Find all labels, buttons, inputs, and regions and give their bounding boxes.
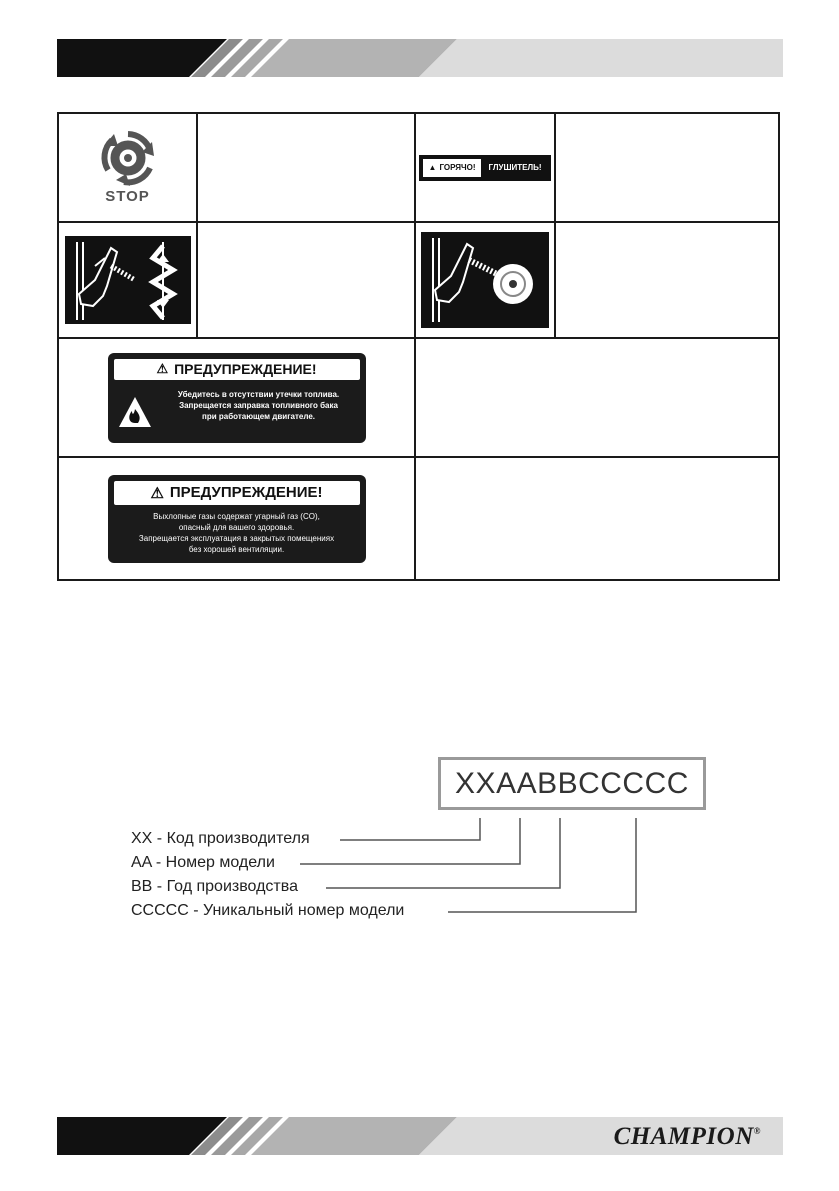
hot-text: ГОРЯЧО! <box>439 163 476 172</box>
registered-mark: ® <box>753 1126 761 1136</box>
footer-band <box>57 1117 783 1155</box>
brand-name: CHAMPION <box>613 1123 754 1150</box>
warning-line: Запрещается заправка топливного бака <box>179 400 338 410</box>
muffler-text: ГЛУШИТЕЛЬ! <box>483 159 547 177</box>
warning-line: без хорошей вентиляции. <box>188 544 285 554</box>
warning-title: ПРЕДУПРЕЖДЕНИЕ! <box>174 361 317 377</box>
warning-triangle-icon: ▲ <box>428 163 437 172</box>
warning-line: опасный для вашего здоровья. <box>178 522 295 532</box>
serial-legend-item: XX - Код производителя <box>131 830 310 847</box>
champion-logo <box>614 1123 761 1151</box>
serial-legend-item: CCCCC - Уникальный номер модели <box>131 902 405 919</box>
stop-text: STOP <box>105 188 150 205</box>
warning-title: ПРЕДУПРЕЖДЕНИЕ! <box>169 484 323 501</box>
serial-legend-item: AA - Номер модели <box>131 854 275 871</box>
warning-line: при работающем двигателе. <box>202 411 315 421</box>
warning-line: Запрещается эксплуатация в закрытых помещениях <box>138 533 335 543</box>
warning-line: Убедитесь в отсутствии утечки топлива. <box>177 389 340 399</box>
warning-line: Выхлопные газы содержат угарный газ (CO), <box>153 511 320 521</box>
serial-legend-item: BB - Год производства <box>131 878 298 895</box>
warning-triangle-icon: ⚠ <box>150 484 164 502</box>
warning-triangle-icon: ⚠ <box>156 361 169 376</box>
serial-number-box: XXAABBCCCCC <box>438 757 706 810</box>
